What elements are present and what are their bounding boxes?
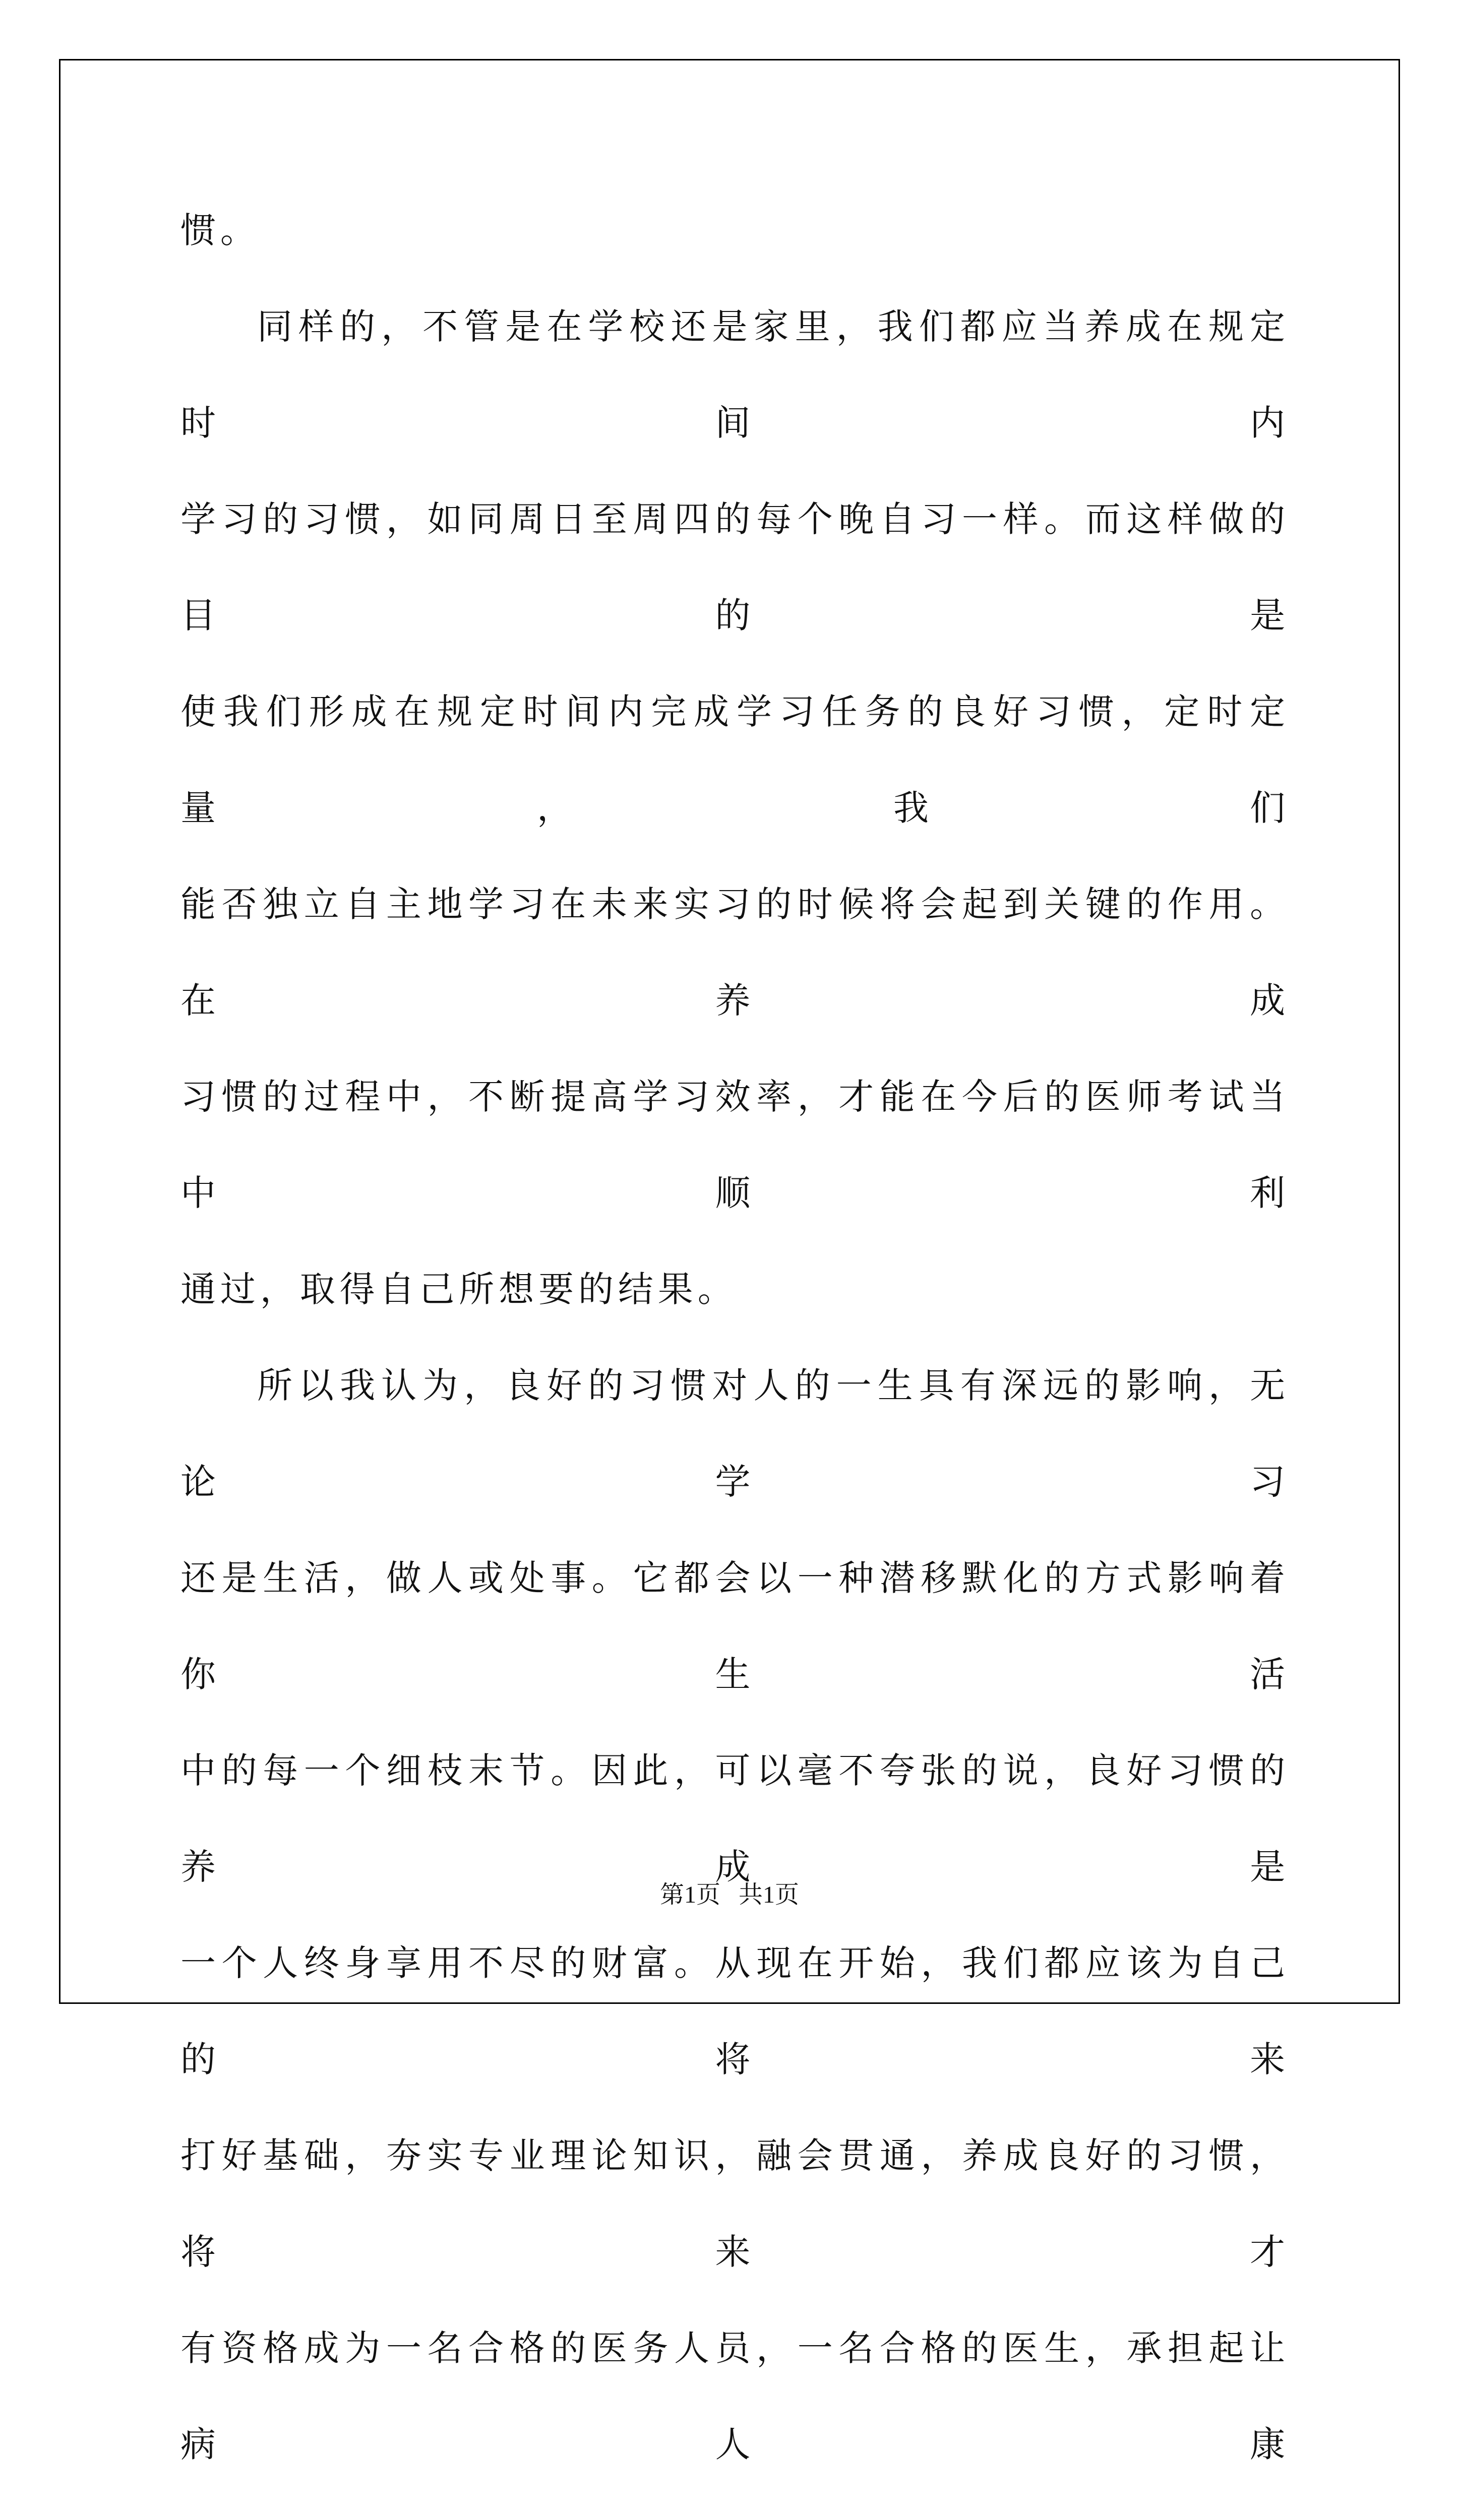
text-line: 所以我认为，良好的习惯对人的一生具有深远的影响，无论学习 [180, 1365, 1290, 1502]
text-line: 学习的习惯，如同周日至周四的每个晚自习一样。而这样做的目的是 [180, 498, 1290, 636]
text-line [180, 2493, 1290, 2520]
page-total: 共1页 [739, 1881, 800, 1908]
text-line: 一个人终身享用不尽的财富。从现在开始，我们都应该为自己的将来 [180, 1942, 1290, 2080]
text-line: 还是生活，做人或处事。它都会以一种潜移默化的方式影响着你生活 [180, 1557, 1290, 1695]
page-footer [0, 1880, 1459, 1910]
text-line: 能否独立自主地学习在未来实习的时候将会起到关键的作用。在养成 [180, 884, 1290, 1021]
paragraph [180, 279, 1290, 1338]
text-line: 通过，取得自己所想要的结果。 [180, 1269, 738, 1310]
text-line: 打好基础，夯实专业理论知识，融会贯通，养成良好的习惯，将来才 [180, 2135, 1290, 2273]
paragraph [180, 1338, 1290, 2520]
footer-separator [720, 1881, 739, 1908]
paragraph [180, 182, 1290, 279]
text-line: 同样的，不管是在学校还是家里，我们都应当养成在规定时间内 [180, 306, 1290, 444]
text-line: 有资格成为一名合格的医务人员，一名合格的医生，承担起让病人康 [180, 2327, 1290, 2465]
text-line: 使我们形成在规定时间内完成学习任务的良好习惯，定时定量，我们 [180, 691, 1290, 829]
text-line: 习惯的过程中，不断提高学习效率，才能在今后的医师考试当中顺利 [180, 1076, 1290, 1214]
text-line: 中的每一个细枝末节。因此，可以毫不夸张的说，良好习惯的养成是 [180, 1750, 1290, 1887]
page-number: 第1页 [659, 1881, 720, 1908]
text-line: 惯。 [180, 210, 260, 251]
document-body [180, 182, 1290, 2520]
